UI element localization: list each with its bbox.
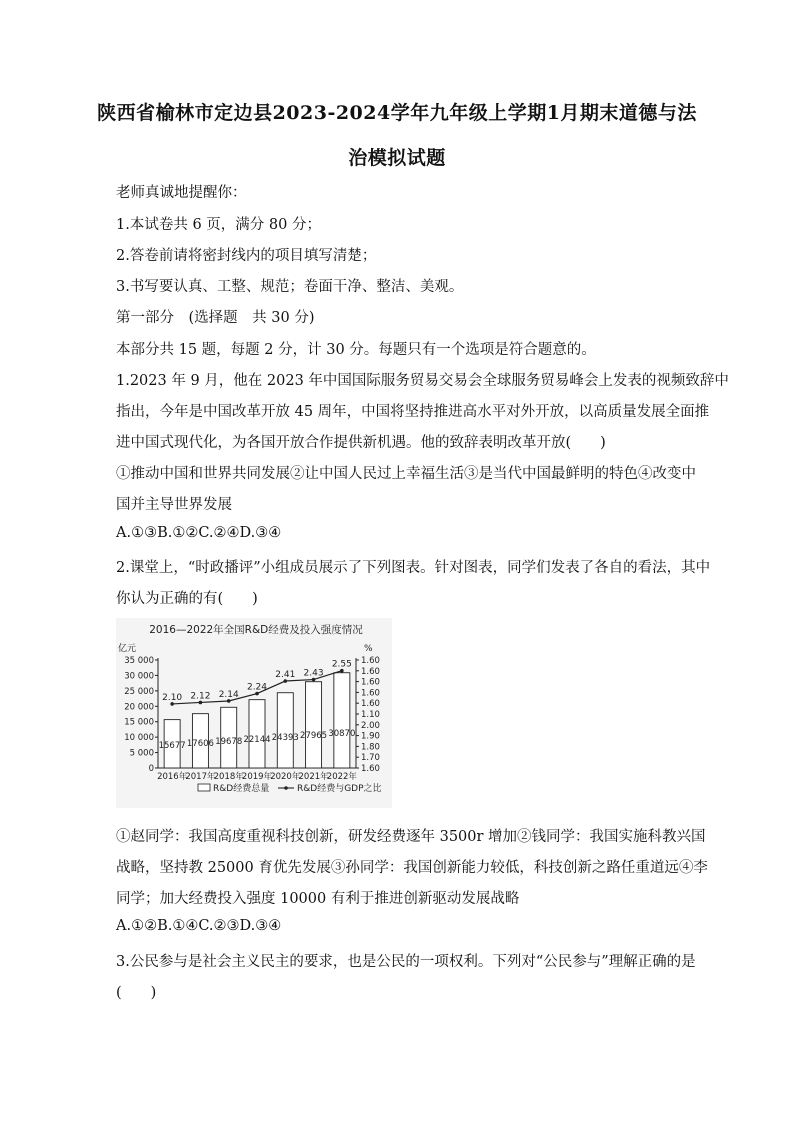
q2-options: A.①②B.①④C.②③D.③④: [116, 918, 282, 934]
q1-line: 国并主导世界发展: [116, 497, 232, 513]
chart-y-unit: 亿元: [118, 644, 137, 654]
chart-x-tick-label: 2021年: [298, 772, 329, 782]
chart-ratio-label: 2.55: [331, 659, 352, 670]
chart-y-tick-label: 30 000: [124, 671, 154, 682]
chart-title: 2016—2022年全国R&D经费及投入强度情况: [149, 624, 363, 636]
q1-line: 进中国式现代化，为各国开放合作提供新机遇。他的致辞表明改革开放( ): [116, 435, 606, 451]
chart-x-tick-label: 2017年: [185, 772, 216, 782]
title-line-1: 陕西省榆林市定边县2023-2024学年九年级上学期1月期末道德与法: [97, 102, 697, 124]
chart-bar: [249, 700, 265, 768]
chart-y2-tick-label: 1.60: [361, 699, 380, 710]
chart-ratio-label: 2.10: [162, 692, 183, 703]
chart-ratio-label: 2.12: [190, 691, 211, 702]
q3-line: ( ): [116, 985, 157, 1001]
title-line-2: 治模拟试题: [348, 147, 446, 169]
legend-line-label: R&D经费与GDP之比: [297, 784, 382, 794]
chart-bar-label: 22144: [243, 735, 271, 745]
chart-y-tick-label: 35 000: [124, 656, 154, 666]
chart-bar-label: 19678: [215, 737, 243, 747]
notice-item: 1.本试卷共 6 页，满分 80 分；: [116, 217, 321, 233]
chart-y-tick-label: 5 000: [129, 748, 154, 759]
chart-ratio-label: 2.41: [275, 670, 296, 681]
chart-y2-tick-label: 1.80: [361, 742, 380, 753]
chart-y2-tick-label: 2.00: [361, 720, 380, 731]
q3-line: 3.公民参与是社会主义民主的要求，也是公民的一项权利。下列对“公民参与”理解正确的是: [116, 954, 696, 970]
q1-line: 1.2023 年 9 月，他在 2023 年中国国际服务贸易交易会全球服务贸易峰会上发表的视频致辞中: [116, 373, 729, 389]
notice-item: 3.书写要认真、工整、规范；卷面干净、整洁、美观。: [116, 279, 464, 295]
chart-y-tick-label: 0: [148, 764, 154, 774]
chart-bar-label: 17606: [186, 739, 214, 749]
chart-y2-tick-label: 1.60: [361, 666, 380, 677]
chart-y-tick-label: 15 000: [124, 717, 154, 728]
chart-y-tick-label: 10 000: [124, 733, 154, 744]
legend-bar-swatch: [198, 784, 210, 791]
chart-bar: [277, 693, 293, 768]
chart-y-tick-label: 25 000: [124, 686, 154, 697]
chart-y2-tick-label: 1.10: [361, 710, 380, 720]
rd-chart-svg: [116, 618, 392, 808]
legend-bar-label: R&D经费总量: [213, 784, 270, 794]
notice-item: 2.答卷前请将密封线内的项目填写清楚；: [116, 248, 377, 264]
q2-statement: 同学；加大经费投入强度 10000 有利于推进创新驱动发展战略: [116, 891, 520, 907]
q2-statement: ①赵同学：我国高度重视科技创新，研发经费逐年 3500r 增加②钱同学：我国实施科教兴国: [116, 829, 706, 845]
q1-line: 指出，今年是中国改革开放 45 周年，中国将坚持推进高水平对外开放，以高质量发展全面推: [116, 404, 710, 420]
chart-bar: [334, 673, 350, 768]
part1-desc: 本部分共 15 题，每题 2 分，计 30 分。每题只有一个选项是符合题意的。: [116, 342, 596, 358]
q2-statement: 战略，坚持教 25000 育优先发展③孙同学：我国创新能力较低，科技创新之路任重道远④李: [116, 860, 708, 876]
chart-y2-tick-label: 1.60: [361, 656, 380, 666]
chart-ratio-label: 2.43: [303, 668, 324, 679]
part1-heading: 第一部分 (选择题 共 30 分): [116, 310, 315, 326]
chart-bar-label: 27965: [300, 731, 328, 741]
rd-chart: [116, 618, 392, 808]
chart-ratio-label: 2.14: [218, 689, 239, 700]
q1-line: ①推动中国和世界共同发展②让中国人民过上幸福生活③是当代中国最鲜明的特色④改变中: [116, 466, 696, 482]
chart-x-tick-label: 2020年: [270, 772, 301, 782]
chart-y2-tick-label: 1.60: [361, 677, 380, 688]
chart-bar-label: 15677: [158, 741, 186, 751]
q1-options: A.①③B.①②C.②④D.③④: [116, 525, 282, 541]
chart-x-tick-label: 2019年: [241, 772, 273, 782]
chart-bar: [306, 682, 322, 768]
chart-y2-tick-label: 1.60: [361, 688, 380, 699]
chart-y2-tick-label: 1.70: [361, 753, 380, 764]
q2-line: 2.课堂上，“时政播评”小组成员展示了下列图表。针对图表，同学们发表了各自的看法，其中: [116, 560, 711, 576]
chart-x-tick-label: 2016年: [157, 772, 188, 782]
chart-bar-label: 24393: [271, 733, 299, 743]
chart-x-tick-label: 2018年: [213, 772, 244, 782]
chart-x-tick-label: 2022年: [326, 772, 357, 782]
chart-y2-unit: %: [364, 644, 373, 654]
chart-y2-tick-label: 1.90: [361, 731, 380, 742]
chart-y2-tick-label: 1.60: [361, 764, 380, 774]
chart-bar-label: 30870: [328, 729, 356, 739]
chart-ratio-label: 2.24: [246, 682, 268, 693]
q2-line: 你认为正确的有( ): [116, 591, 258, 607]
chart-y-tick-label: 20 000: [124, 702, 154, 713]
notice-intro: 老师真诚地提醒你：: [116, 185, 247, 201]
legend-line-point: [284, 786, 288, 790]
